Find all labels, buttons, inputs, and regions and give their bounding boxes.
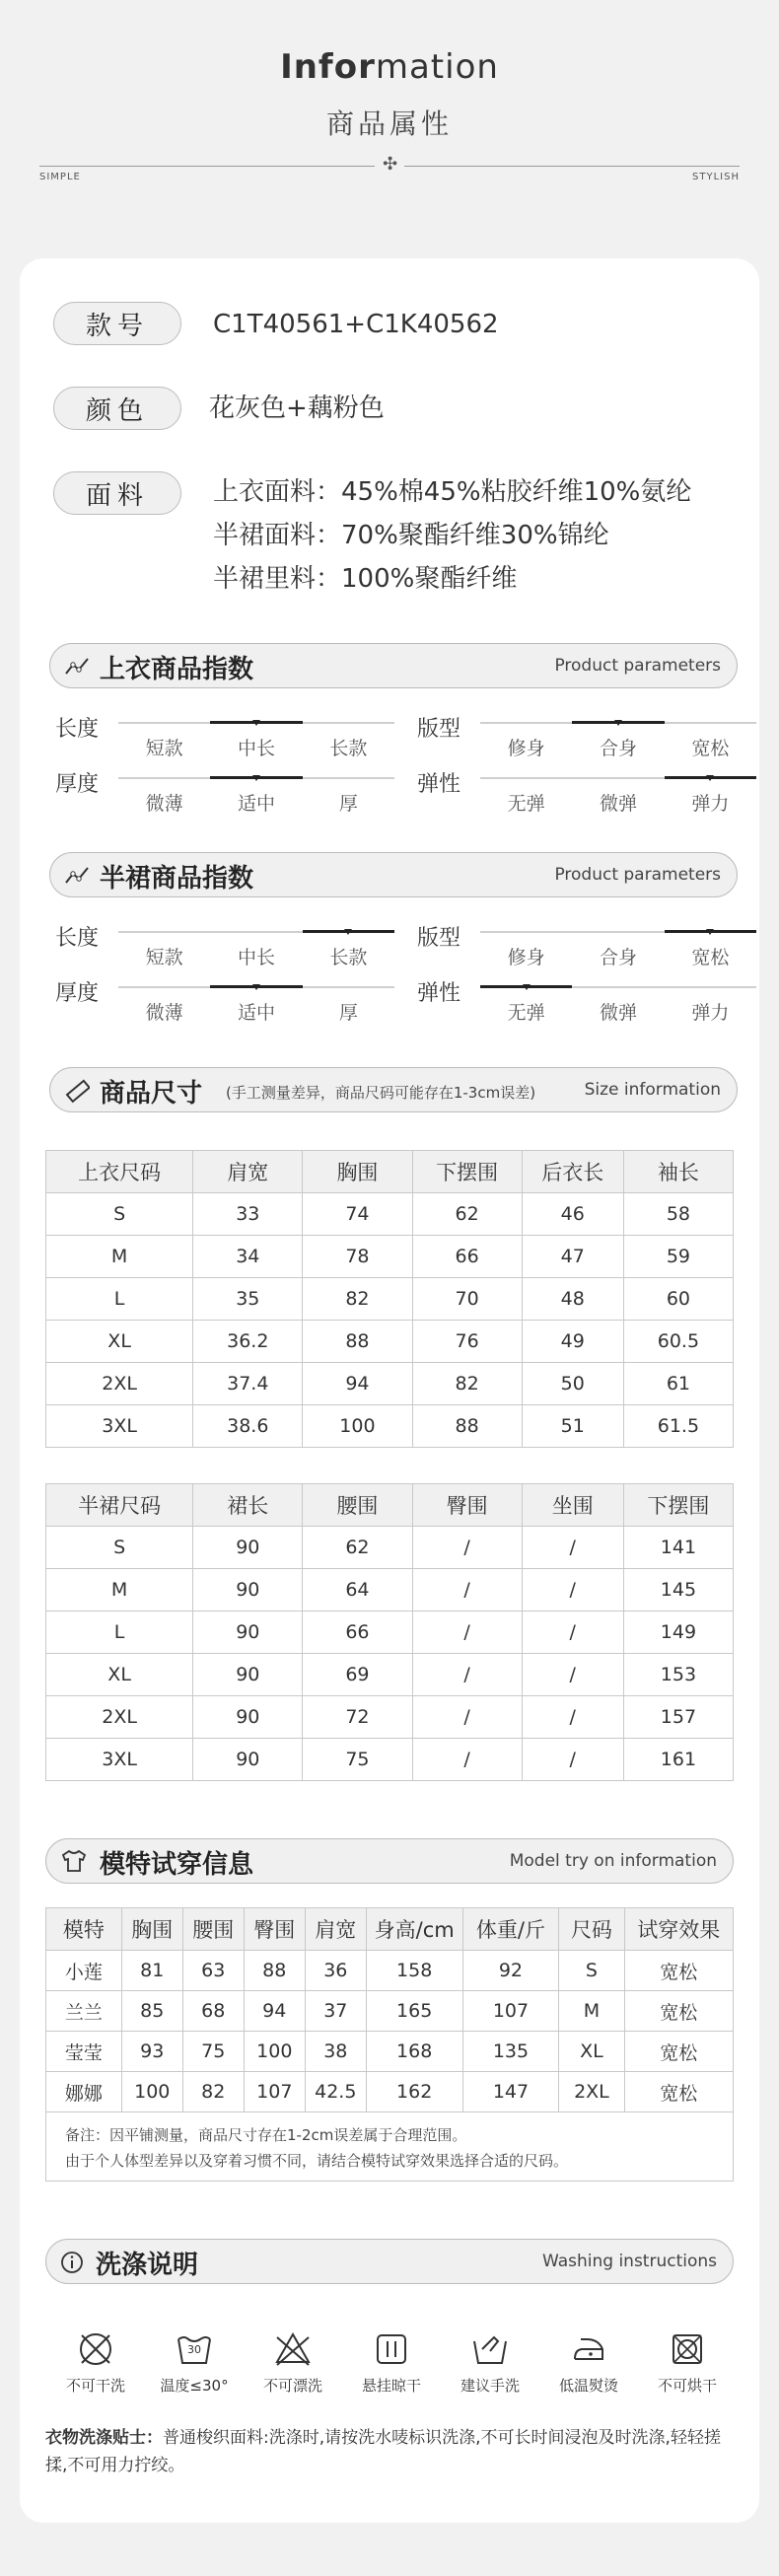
top-size-cell: 61.5 [623, 1405, 733, 1448]
model-cell: 宽松 [624, 1991, 733, 2032]
skirt-size-cell: / [522, 1527, 623, 1569]
top_index-label-3: 弹性 [417, 772, 461, 797]
model-cell: 162 [366, 2072, 462, 2112]
top-size-cell: 60 [623, 1278, 733, 1321]
style-number-label: 款号 [53, 302, 181, 345]
model-cell: 165 [366, 1991, 462, 2032]
top_index-marker-2 [252, 775, 260, 781]
top-size-cell: S [46, 1193, 193, 1236]
stylish-tag: STYLISH [692, 172, 740, 182]
skirt-size-cell: L [46, 1611, 193, 1654]
top-index-header [49, 643, 738, 688]
top-size-header-cell: 肩宽 [193, 1151, 303, 1193]
skirt_index-option-2-2: 厚 [338, 1002, 358, 1024]
model-cell: 100 [121, 2072, 182, 2112]
info-icon [60, 2251, 84, 2274]
skirt-size-table [45, 1483, 734, 1781]
skirt-size-row [46, 1654, 734, 1696]
wash-label: 低温熨烫 [558, 2377, 618, 2395]
top-size-cell: 82 [303, 1278, 412, 1321]
model-cell: 81 [121, 1951, 182, 1991]
model-cell: 宽松 [624, 2072, 733, 2112]
model-header [45, 1838, 734, 1884]
skirt-size-cell: 90 [193, 1527, 303, 1569]
skirt_index-option-1-0: 修身 [507, 947, 545, 968]
skirt-index-header [49, 852, 738, 897]
skirt-size-cell: 62 [303, 1527, 412, 1569]
fabric-line-skirt: 半裙面料：70%聚酯纤维30%锦纶 [213, 521, 609, 550]
model-row [46, 2072, 734, 2112]
model-header-row [46, 1908, 734, 1951]
skirt-size-cell: / [522, 1569, 623, 1611]
model-header-cell: 模特 [46, 1908, 122, 1951]
model-cell: S [559, 1951, 624, 1991]
model-note-box [45, 2111, 734, 2182]
skirt-size-cell: 72 [303, 1696, 412, 1739]
wash-title: 洗涤说明 [96, 2251, 199, 2280]
model-table [45, 1907, 734, 2112]
model-note-1: 备注：因平铺测量，商品尺寸存在1-2cm误差属于合理范围。 [65, 2126, 467, 2144]
model-cell: 42.5 [305, 2072, 366, 2112]
top-size-cell: 62 [412, 1193, 522, 1236]
model-header-cell: 臀围 [244, 1908, 305, 1951]
skirt-size-cell: M [46, 1569, 193, 1611]
skirt_index-label-3: 弹性 [417, 981, 461, 1006]
top-size-cell: 47 [522, 1236, 623, 1278]
skirt_index-option-3-0: 无弹 [507, 1002, 545, 1024]
skirt-size-cell: / [522, 1654, 623, 1696]
color-label: 颜色 [53, 387, 181, 430]
wash-item [347, 2329, 436, 2396]
model-header-cell: 尺码 [559, 1908, 624, 1951]
model-cell: 94 [244, 1991, 305, 2032]
skirt-size-cell: XL [46, 1654, 193, 1696]
skirt_index-option-3-1: 微弹 [599, 1002, 637, 1024]
skirt-size-cell: / [522, 1696, 623, 1739]
skirt_index-option-2-0: 微薄 [145, 1002, 183, 1024]
model-cell: 135 [462, 2032, 559, 2072]
skirt-size-header-cell: 臀围 [412, 1484, 522, 1527]
top-size-cell: 3XL [46, 1405, 193, 1448]
color-value: 花灰色+藕粉色 [209, 394, 385, 423]
top_index-label-0: 长度 [55, 717, 100, 742]
top_index-option-0-2: 长款 [329, 738, 368, 759]
top-size-cell: 51 [522, 1405, 623, 1448]
model-cell: 147 [462, 2072, 559, 2112]
skirt-size-header-row [46, 1484, 734, 1527]
fabric-label: 面料 [53, 471, 181, 515]
skirt-size-header-cell: 裙长 [193, 1484, 303, 1527]
model-cell: 68 [182, 1991, 244, 2032]
top_index-marker-1 [614, 720, 622, 726]
top-size-cell: 2XL [46, 1363, 193, 1405]
skirt-size-row [46, 1696, 734, 1739]
skirt-size-cell: 153 [623, 1654, 733, 1696]
skirt_index-marker-0 [344, 929, 352, 935]
skirt_index-option-0-0: 短款 [145, 947, 183, 968]
top-size-cell: 34 [193, 1236, 303, 1278]
top-size-cell: 46 [522, 1193, 623, 1236]
top-size-row [46, 1236, 734, 1278]
top_index-option-1-0: 修身 [507, 738, 545, 759]
skirt-size-cell: 90 [193, 1654, 303, 1696]
skirt_index-option-1-1: 合身 [599, 947, 637, 968]
skirt-size-header-cell: 下摆围 [623, 1484, 733, 1527]
top-size-cell: 58 [623, 1193, 733, 1236]
shirt-icon [60, 1849, 88, 1873]
top-size-row [46, 1405, 734, 1448]
skirt_index-option-2-1: 适中 [237, 1002, 275, 1024]
top-size-cell: 49 [522, 1321, 623, 1363]
skirt-size-cell: 90 [193, 1739, 303, 1781]
wash-tip-label: 衣物洗涤贴士： [45, 2428, 163, 2448]
skirt-size-cell: / [522, 1611, 623, 1654]
top-size-cell: 61 [623, 1363, 733, 1405]
wash-item [51, 2329, 140, 2396]
wash-item [248, 2329, 337, 2396]
skirt-size-cell: 64 [303, 1569, 412, 1611]
model-cell: 38 [305, 2032, 366, 2072]
wash-header [45, 2239, 734, 2284]
skirt-size-row [46, 1527, 734, 1569]
top-size-header-cell: 胸围 [303, 1151, 412, 1193]
model-header-cell: 身高/cm [366, 1908, 462, 1951]
model-cell: 82 [182, 2072, 244, 2112]
top-size-cell: 36.2 [193, 1321, 303, 1363]
top_index-label-1: 版型 [417, 717, 461, 742]
skirt-size-header-cell: 半裙尺码 [46, 1484, 193, 1527]
skirt-size-cell: / [412, 1527, 522, 1569]
no-dry-clean-icon [76, 2329, 115, 2369]
header-subtitle: 商品属性 [325, 107, 453, 140]
low-iron-icon [569, 2329, 608, 2369]
skirt-size-cell: 69 [303, 1654, 412, 1696]
divider-right [404, 166, 740, 167]
model-cell: 88 [244, 1951, 305, 1991]
top_index-option-3-0: 无弹 [507, 793, 545, 815]
skirt_index-option-0-2: 长款 [329, 947, 368, 968]
top-size-row [46, 1321, 734, 1363]
top-size-cell: 59 [623, 1236, 733, 1278]
top-size-cell: 66 [412, 1236, 522, 1278]
wash-label: 不可烘干 [657, 2377, 717, 2395]
wash-item [643, 2329, 732, 2396]
size-en: Size information [584, 1080, 721, 1100]
model-note-2: 由于个人体型差异以及穿着习惯不同，请结合模特试穿效果选择合适的尺码。 [65, 2152, 569, 2170]
skirt-size-cell: 2XL [46, 1696, 193, 1739]
top-size-cell: 74 [303, 1193, 412, 1236]
top_index-option-3-2: 弹力 [691, 793, 730, 815]
top_index-option-1-1: 合身 [599, 738, 637, 759]
size-header [49, 1067, 738, 1112]
top-size-row [46, 1193, 734, 1236]
hang-dry-icon [372, 2329, 411, 2369]
top-size-cell: 70 [412, 1278, 522, 1321]
top-size-cell: 35 [193, 1278, 303, 1321]
top-size-cell: XL [46, 1321, 193, 1363]
skirt-size-cell: / [412, 1739, 522, 1781]
top-size-cell: M [46, 1236, 193, 1278]
header-title: Information [280, 47, 499, 87]
top-size-cell: 50 [522, 1363, 623, 1405]
no-bleach-icon [273, 2329, 313, 2369]
wash-tip [45, 2424, 736, 2479]
skirt-size-cell: 66 [303, 1611, 412, 1654]
fabric-line-lining: 半裙里料：100%聚酯纤维 [213, 564, 518, 594]
model-cell: 107 [462, 1991, 559, 2032]
wash-item [446, 2329, 534, 2396]
model-header-cell: 腰围 [182, 1908, 244, 1951]
skirt-size-cell: 90 [193, 1611, 303, 1654]
top-size-cell: 37.4 [193, 1363, 303, 1405]
wash-label: 悬挂晾干 [361, 2377, 421, 2395]
top-size-cell: 88 [303, 1321, 412, 1363]
skirt_index-option-3-2: 弹力 [691, 1002, 730, 1024]
top-size-cell: 33 [193, 1193, 303, 1236]
top-size-cell: 94 [303, 1363, 412, 1405]
skirt-index-title: 半裙商品指数 [100, 864, 254, 894]
model-header-cell: 体重/斤 [462, 1908, 559, 1951]
wash-label: 建议手洗 [460, 2377, 520, 2395]
skirt-size-cell: / [412, 1654, 522, 1696]
model-cell: 小莲 [46, 1951, 122, 1991]
top-size-row [46, 1278, 734, 1321]
skirt_index-label-2: 厚度 [55, 981, 100, 1006]
top-index-en: Product parameters [554, 656, 721, 676]
model-cell: 兰兰 [46, 1991, 122, 2032]
skirt_index-marker-1 [706, 929, 714, 935]
model-cell: 娜娜 [46, 2072, 122, 2112]
wash-label: 不可干洗 [65, 2377, 125, 2395]
top-size-cell: 60.5 [623, 1321, 733, 1363]
skirt-size-cell: / [412, 1696, 522, 1739]
model-cell: 168 [366, 2032, 462, 2072]
top_index-option-2-1: 适中 [237, 793, 275, 815]
skirt-size-cell: / [522, 1739, 623, 1781]
trend-icon [64, 865, 90, 887]
model-header-cell: 胸围 [121, 1908, 182, 1951]
skirt_index-label-1: 版型 [417, 926, 461, 951]
model-row [46, 1991, 734, 2032]
wash-item [544, 2329, 633, 2396]
model-cell: 36 [305, 1951, 366, 1991]
size-note: (手工测量差异，商品尺码可能存在1-3cm误差) [226, 1084, 536, 1102]
model-row [46, 2032, 734, 2072]
top_index-option-2-0: 微薄 [145, 793, 183, 815]
top_index-option-0-1: 中长 [237, 738, 275, 759]
skirt-size-cell: 161 [623, 1739, 733, 1781]
top-size-cell: 76 [412, 1321, 522, 1363]
skirt_index-label-0: 长度 [55, 926, 100, 951]
wash-label: 不可漂洗 [262, 2377, 322, 2395]
wash-30-icon [175, 2329, 214, 2369]
model-cell: M [559, 1991, 624, 2032]
top-size-cell: 82 [412, 1363, 522, 1405]
top_index-marker-3 [706, 775, 714, 781]
trend-icon [64, 656, 90, 678]
model-header-cell: 试穿效果 [624, 1908, 733, 1951]
skirt-size-cell: 90 [193, 1569, 303, 1611]
model-cell: 宽松 [624, 2032, 733, 2072]
model-cell: 107 [244, 2072, 305, 2112]
top_index-option-3-1: 微弹 [599, 793, 637, 815]
model-cell: 宽松 [624, 1951, 733, 1991]
skirt-size-cell: S [46, 1527, 193, 1569]
top-size-cell: 88 [412, 1405, 522, 1448]
model-cell: 莹莹 [46, 2032, 122, 2072]
model-cell: 85 [121, 1991, 182, 2032]
model-header-cell: 肩宽 [305, 1908, 366, 1951]
top-size-header-cell: 后衣长 [522, 1151, 623, 1193]
hand-wash-icon [470, 2329, 510, 2369]
style-number-value: C1T40561+C1K40562 [213, 310, 499, 339]
skirt-size-header-cell: 腰围 [303, 1484, 412, 1527]
model-cell: 2XL [559, 2072, 624, 2112]
divider-left [39, 166, 375, 167]
skirt-size-cell: / [412, 1569, 522, 1611]
top_index-option-2-2: 厚 [338, 793, 358, 815]
skirt_index-marker-2 [252, 984, 260, 990]
wash-icons [51, 2329, 732, 2396]
skirt-size-cell: 157 [623, 1696, 733, 1739]
top-size-cell: 78 [303, 1236, 412, 1278]
wash-label: 温度≤30° [160, 2377, 229, 2395]
model-title: 模特试穿信息 [100, 1850, 254, 1880]
skirt_index-option-1-2: 宽松 [691, 947, 730, 968]
no-tumble-dry-icon [668, 2329, 707, 2369]
size-title: 商品尺寸 [100, 1079, 203, 1109]
model-cell: 75 [182, 2032, 244, 2072]
ruler-icon [64, 1078, 90, 1104]
skirt-size-cell: 141 [623, 1527, 733, 1569]
wash-item [150, 2329, 239, 2396]
simple-tag: SIMPLE [39, 172, 81, 182]
skirt-size-cell: 3XL [46, 1739, 193, 1781]
skirt-size-cell: 90 [193, 1696, 303, 1739]
skirt-size-cell: / [412, 1611, 522, 1654]
top_index-label-2: 厚度 [55, 772, 100, 797]
skirt-index-en: Product parameters [554, 865, 721, 885]
top-size-row [46, 1363, 734, 1405]
skirt-size-row [46, 1739, 734, 1781]
top-size-cell: L [46, 1278, 193, 1321]
model-cell: 63 [182, 1951, 244, 1991]
plus-icon: ✣ [383, 154, 398, 175]
top-size-table [45, 1150, 734, 1448]
skirt_index-option-0-1: 中长 [237, 947, 275, 968]
model-cell: 158 [366, 1951, 462, 1991]
model-cell: XL [559, 2032, 624, 2072]
model-row [46, 1951, 734, 1991]
top_index-marker-0 [252, 720, 260, 726]
model-cell: 93 [121, 2032, 182, 2072]
model-cell: 37 [305, 1991, 366, 2032]
top-size-cell: 48 [522, 1278, 623, 1321]
top-size-cell: 100 [303, 1405, 412, 1448]
top-size-cell: 38.6 [193, 1405, 303, 1448]
model-en: Model try on information [509, 1851, 717, 1871]
model-cell: 100 [244, 2032, 305, 2072]
skirt-size-row [46, 1569, 734, 1611]
top_index-option-1-2: 宽松 [691, 738, 730, 759]
wash-en: Washing instructions [541, 2252, 717, 2271]
top_index-option-0-0: 短款 [145, 738, 183, 759]
wash-tip-text: 普通梭织面料:洗涤时,请按洗水唛标识洗涤,不可长时间浸泡及时洗涤,轻轻搓揉,不可用力拧绞。 [45, 2428, 721, 2475]
top-index-title: 上衣商品指数 [100, 655, 254, 684]
top-size-header-row [46, 1151, 734, 1193]
top-size-header-cell: 上衣尺码 [46, 1151, 193, 1193]
skirt-size-cell: 149 [623, 1611, 733, 1654]
top-size-header-cell: 袖长 [623, 1151, 733, 1193]
skirt-size-row [46, 1611, 734, 1654]
fabric-line-top: 上衣面料：45%棉45%粘胶纤维10%氨纶 [213, 477, 692, 507]
skirt-size-cell: 75 [303, 1739, 412, 1781]
skirt-size-header-cell: 坐围 [522, 1484, 623, 1527]
skirt-size-cell: 145 [623, 1569, 733, 1611]
top-size-header-cell: 下摆围 [412, 1151, 522, 1193]
model-cell: 92 [462, 1951, 559, 1991]
wash-temp-badge: 30 [187, 2343, 201, 2356]
skirt_index-marker-3 [523, 984, 531, 990]
